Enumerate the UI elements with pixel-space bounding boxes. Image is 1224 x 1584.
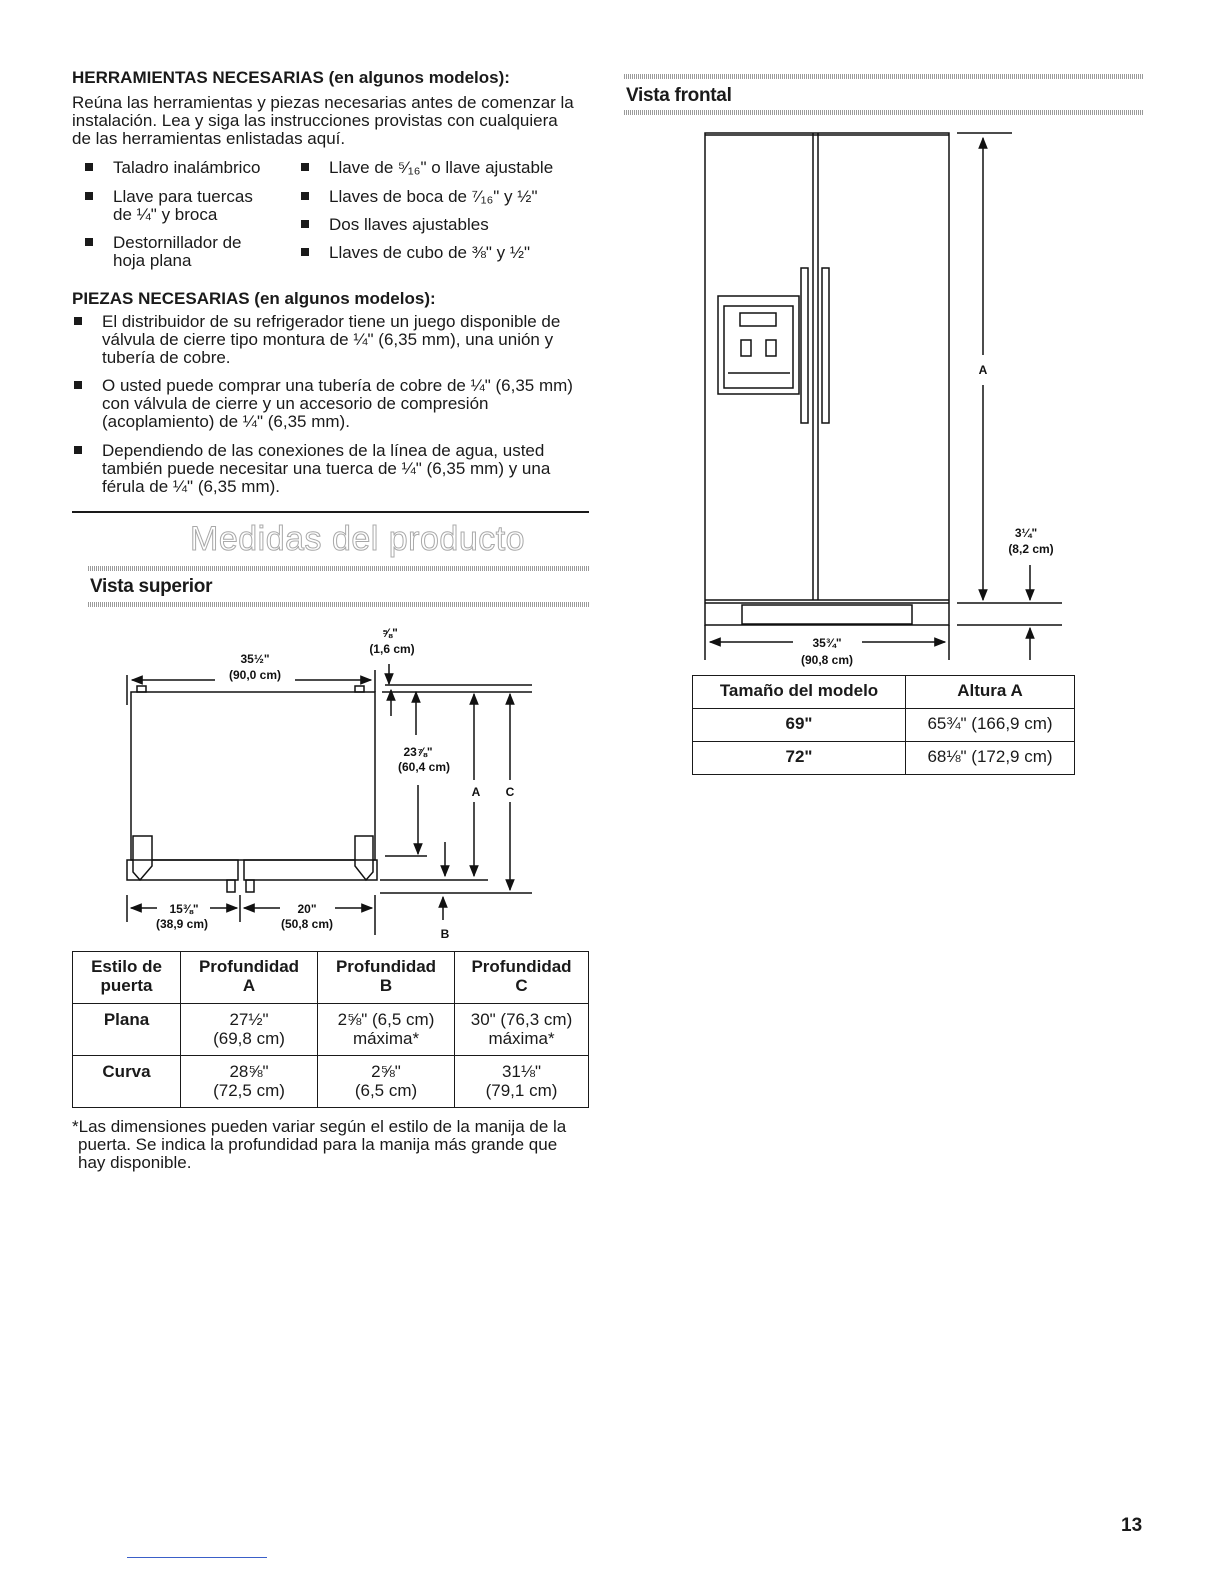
height-table	[692, 675, 1075, 775]
hinge-left-icon	[133, 836, 152, 880]
hinge-right-icon	[355, 836, 373, 880]
header-model-size: Tamaño del modelo	[693, 676, 906, 709]
dim-right-door-cm: (50,8 cm)	[280, 917, 334, 931]
tool-line: Taladro inalámbrico	[113, 158, 261, 177]
base-grille	[742, 605, 912, 624]
front-dim-label-a: A	[978, 363, 988, 377]
parts-line: Dependiendo de las conexiones de la línea de agua, usted	[102, 441, 545, 460]
depth-table	[72, 951, 589, 1108]
dim-handle-cm: (1,6 cm)	[369, 642, 415, 656]
dim-handle-in: ⅝"	[382, 626, 398, 640]
footnote-line: hay disponible.	[78, 1153, 192, 1172]
footnote	[72, 1118, 592, 1172]
tool-line: Llaves de boca de ⁷⁄₁₆" y ½"	[329, 187, 538, 206]
tools-intro-line: instalación. Lea y siga las instrucciones provistas con cualquiera	[72, 111, 558, 130]
dim-label-a: A	[471, 785, 481, 799]
tool-line: Llave para tuercas	[113, 187, 253, 206]
tool-line: Llaves de cubo de ⅜" y ½"	[329, 243, 531, 262]
table-row: Plana 27½" (69,8 cm) 2⅝" (6,5 cm) máxima* 30" (76,3 cm) máxima*	[73, 1004, 589, 1056]
dim-depth-cm: (60,4 cm)	[397, 760, 451, 774]
handle-right	[246, 880, 254, 892]
dim-left-door-cm: (38,9 cm)	[155, 917, 209, 931]
top-view-title: Vista superior	[90, 576, 213, 597]
header-door-style: Estilo de puerta	[73, 952, 181, 1004]
footnote-line: puerta. Se indica la profundidad para la manija más grande que	[78, 1135, 558, 1154]
footnote-line: *Las dimensiones pueden variar según el estilo de la manija de la	[72, 1117, 567, 1136]
table-row: 69" 65¾" (166,9 cm)	[693, 709, 1075, 742]
parts-line: O usted puede comprar una tubería de cobre de ¼" (6,35 mm)	[102, 376, 573, 395]
front-dim-width-in: 35¾"	[812, 636, 842, 650]
front-dim-bottom-cm: (8,2 cm)	[1008, 542, 1054, 556]
dim-left-door-in: 15⅜"	[169, 902, 199, 916]
parts-line: El distribuidor de su refrigerador tiene un juego disponible de	[102, 312, 561, 331]
top-view-diagram	[0, 0, 600, 950]
parts-line: con válvula de cierre y un accesorio de compresión	[102, 394, 489, 413]
parts-line: válvula de cierre tipo montura de ¼" (6,35 mm), una unión y	[102, 330, 554, 349]
dim-depth-in: 23⅞"	[403, 745, 433, 759]
fridge-handle	[822, 268, 829, 423]
table-row: 72" 68⅛" (172,9 cm)	[693, 742, 1075, 775]
hatch-rule	[624, 110, 1144, 115]
dim-width-in: 35½"	[240, 652, 270, 666]
front-view-title: Vista frontal	[626, 85, 732, 106]
page-number: 13	[1121, 1515, 1143, 1536]
tool-line: Llave de ⁵⁄₁₆" o llave ajustable	[329, 158, 554, 177]
dim-width-cm: (90,0 cm)	[228, 668, 282, 682]
parts-line: (acoplamiento) de ¼" (6,35 mm).	[102, 412, 350, 431]
header-depth-a: Profundidad A	[181, 952, 318, 1004]
dim-right-door-in: 20"	[297, 902, 317, 916]
header-height-a: Altura A	[906, 676, 1075, 709]
freezer-handle	[801, 268, 808, 423]
tools-intro-line: Reúna las herramientas y piezas necesarias antes de comenzar la	[72, 93, 574, 112]
dispenser-icon	[718, 296, 799, 394]
parts-line: férula de ¼" (6,35 mm).	[102, 477, 280, 496]
handle-left	[227, 880, 235, 892]
front-dim-bottom-in: 3¼"	[1014, 526, 1038, 540]
parts-line: también puede necesitar una tuerca de ¼" (6,35 mm) y una	[102, 459, 551, 478]
tools-heading: HERRAMIENTAS NECESARIAS (en algunos modelos):	[72, 68, 510, 87]
table-row: Curva 28⅝" (72,5 cm) 2⅝" (6,5 cm) 31⅛" (79,1 cm)	[73, 1056, 589, 1108]
parts-line: tubería de cobre.	[102, 348, 231, 367]
tool-line: Destornillador de	[113, 233, 242, 252]
front-view-diagram	[600, 120, 1160, 670]
parts-heading: PIEZAS NECESARIAS (en algunos modelos):	[72, 289, 436, 308]
cabinet-outline	[131, 692, 375, 860]
header-depth-c: Profundidad C	[455, 952, 589, 1004]
tools-intro-line: de las herramientas enlistadas aquí.	[72, 129, 346, 148]
fridge-body	[705, 133, 949, 625]
header-depth-b: Profundidad B	[318, 952, 455, 1004]
dim-label-b: B	[440, 927, 450, 941]
dim-label-c: C	[505, 785, 515, 799]
tool-line: Dos llaves ajustables	[329, 215, 489, 234]
tool-line: hoja plana	[113, 251, 192, 270]
tool-line: de ¼" y broca	[113, 205, 218, 224]
section-title: Medidas del producto	[190, 520, 526, 558]
front-dim-width-cm: (90,8 cm)	[800, 653, 854, 667]
bottom-rule	[127, 1557, 267, 1558]
hatch-rule	[624, 74, 1144, 79]
